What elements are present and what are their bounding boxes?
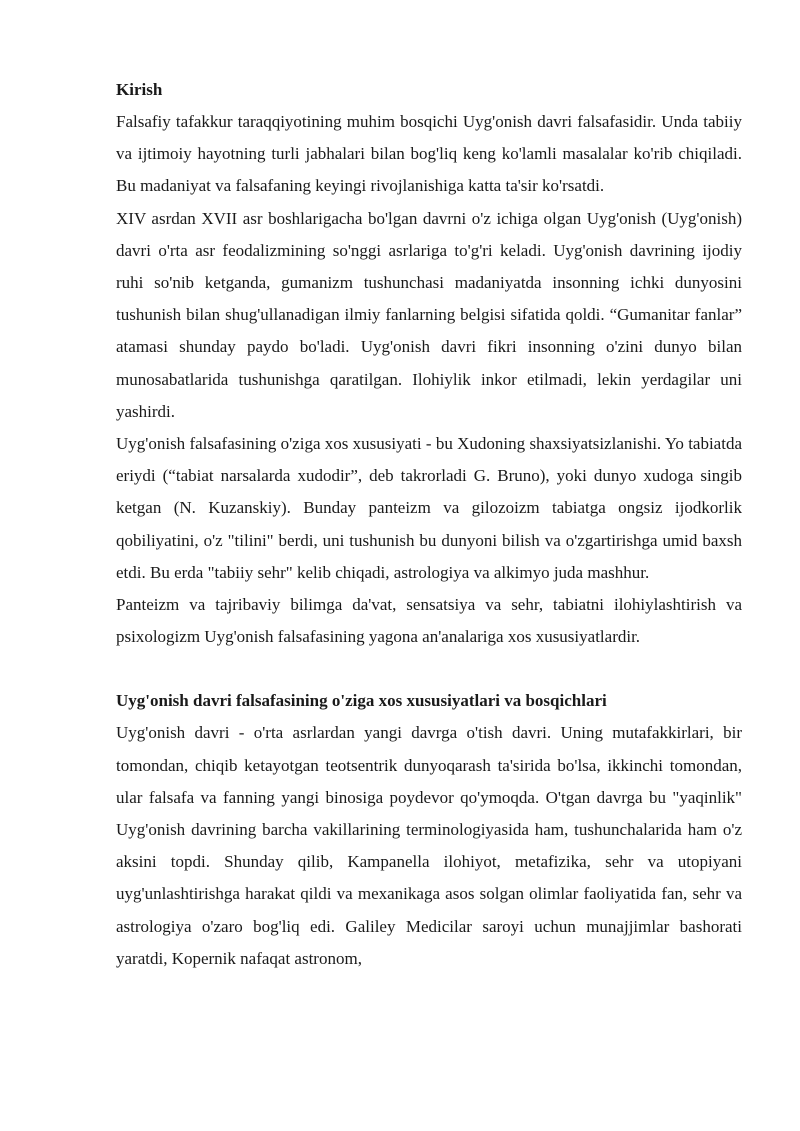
paragraph: Uyg'onish falsafasining o'ziga xos xususiyati - bu Xudoning shaxsiyatsizlanishi. Yo tabiatda eriydi (“tabiat narsalarda xudodir”, deb takrorladi G. Bruno), yoki dunyo xudoga singib ketgan (N. Kuzanskiy). Bunday panteizm va gilozoizm tabiatga ongsiz ijodkorlik qobiliyatini, o'z "tilini" berdi, uni tushunish bu dunyoni bilish va o'zgartirishga umid baxsh etdi. Bu erda "tabiiy sehr" kelib chiqadi, astrologiya va alkimyo juda mashhur. (116, 434, 742, 582)
section-spacer (116, 653, 742, 685)
section-intro (116, 74, 742, 653)
section-features (116, 685, 742, 975)
document-page (116, 74, 742, 975)
section-heading-features: Uyg'onish davri falsafasining o'ziga xos xususiyatlari va bosqichlari (116, 691, 607, 711)
paragraph: Falsafiy tafakkur taraqqiyotining muhim bosqichi Uyg'onish davri falsafasidir. Unda tabiiy va ijtimoiy hayotning turli jabhalari bilan bog'liq keng ko'lamli masalalar ko'rib chiqiladi. Bu madaniyat va falsafaning keyingi rivojlanishiga katta ta'sir ko'rsatdi. (116, 112, 742, 196)
section-heading-intro: Kirish (116, 80, 163, 99)
paragraph: XIV asrdan XVII asr boshlarigacha bo'lgan davrni o'z ichiga olgan Uyg'onish (Uyg'onish) davri o'rta asr feodalizmining so'nggi asrlariga to'g'ri keladi. Uyg'onish davrining ijodiy ruhi so'nib ketganda, gumanizm tushunchasi madaniyatda insonning ichki dunyosini tushunish bilan shug'ullanadigan ilmiy fanlarning belgisi sifatida qoldi. “Gumanitar fanlar” atamasi shunday paydo bo'ladi. Uyg'onish davri fikri insonning o'zini dunyo bilan munosabatlarida tushunishga qaratilgan. Ilohiylik inkor etilmadi, lekin yerdagilar uni yashirdi. (116, 208, 742, 421)
paragraph: Panteizm va tajribaviy bilimga da'vat, sensatsiya va sehr, tabiatni ilohiylashtirish va psixologizm Uyg'onish falsafasining yagona an'analariga xos xususiyatlardir. (116, 595, 742, 647)
paragraph: Uyg'onish davri - o'rta asrlardan yangi davrga o'tish davri. Uning mutafakkirlari, bir tomondan, chiqib ketayotgan teotsentrik dunyoqarash ta'sirida bo'lsa, ikkinchi tomondan, ular falsafa va fanning yangi binosiga poydevor qo'ymoqda. O'tgan davrga bu "yaqinlik" Uyg'onish davrining barcha vakillarining terminologiyasida ham, tushunchalarida ham o'z aksini topdi. Shunday qilib, Kampanella ilohiyot, metafizika, sehr va utopiyani uyg'unlashtirishga harakat qildi va mexanikaga asos solgan olimlar faoliyatida fan, sehr va astrologiya o'zaro bog'liq edi. Galiley Medicilar saroyi uchun munajjimlar bashorati yaratdi, Kopernik nafaqat astronom, (116, 723, 742, 968)
